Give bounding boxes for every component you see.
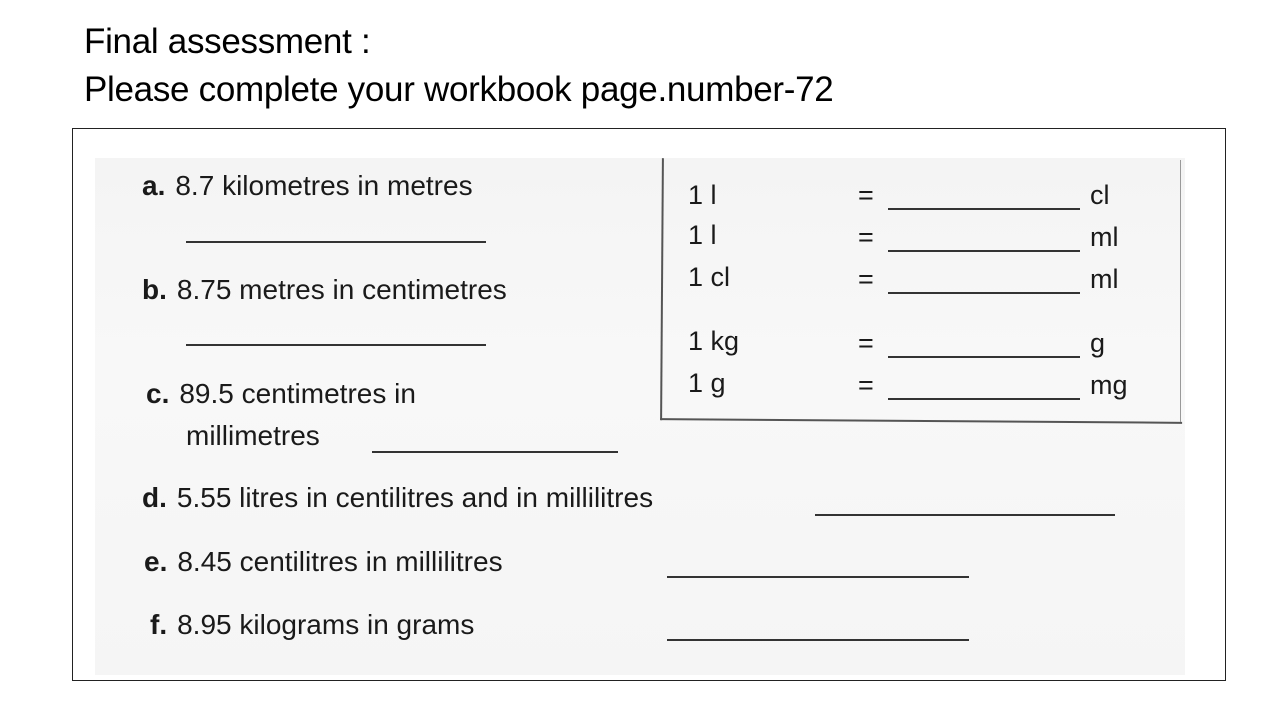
conversion-answer-line[interactable]	[888, 208, 1080, 210]
question-a	[142, 170, 473, 202]
answer-line-a[interactable]	[186, 241, 486, 243]
question-letter: a.	[142, 170, 166, 201]
answer-line-e[interactable]	[667, 576, 969, 578]
question-c	[146, 378, 416, 410]
question-e	[144, 546, 503, 578]
conversion-from: 1 kg	[688, 326, 740, 356]
conversion-answer-line[interactable]	[888, 250, 1080, 252]
answer-line-f[interactable]	[667, 639, 969, 641]
assessment-title: Final assessment :	[84, 22, 371, 61]
conversion-unit: ml	[1090, 222, 1119, 252]
equals-sign: =	[858, 328, 874, 358]
question-d	[142, 482, 653, 514]
question-letter: e.	[144, 546, 168, 577]
equals-sign: =	[858, 370, 874, 400]
conversion-from: 1 l	[688, 220, 717, 250]
equals-sign: =	[858, 264, 874, 294]
conversion-unit: cl	[1090, 180, 1110, 210]
question-b	[142, 274, 507, 306]
question-text: 5.55 litres in centilitres and in millilitres	[176, 482, 654, 513]
conversion-from: 1 l	[688, 180, 717, 210]
question-c-continued: millimetres	[186, 420, 320, 451]
assessment-instruction: Please complete your workbook page.number-72	[84, 70, 834, 109]
question-text: 8.45 centilitres in millilitres	[177, 546, 503, 577]
conversion-unit: ml	[1090, 264, 1119, 294]
answer-line-d[interactable]	[815, 514, 1115, 516]
question-letter: d.	[142, 482, 167, 513]
conversion-answer-line[interactable]	[888, 356, 1080, 358]
question-f	[150, 609, 474, 641]
conversion-box-edge	[1180, 160, 1181, 422]
answer-line-b[interactable]	[186, 344, 486, 346]
answer-line-c[interactable]	[372, 451, 618, 453]
equals-sign: =	[858, 180, 874, 210]
question-letter: b.	[142, 274, 167, 305]
conversion-from: 1 cl	[688, 262, 731, 292]
conversion-answer-line[interactable]	[888, 398, 1080, 400]
conversion-answer-line[interactable]	[888, 292, 1080, 294]
question-letter: c.	[146, 378, 170, 409]
conversion-from: 1 g	[688, 368, 726, 398]
question-text: 8.7 kilometres in metres	[175, 170, 473, 201]
question-text: 8.75 metres in centimetres	[176, 274, 507, 305]
equals-sign: =	[858, 222, 874, 252]
conversion-unit: g	[1090, 328, 1106, 358]
question-text: 89.5 centimetres in	[179, 378, 416, 409]
question-letter: f.	[150, 609, 168, 640]
conversion-unit: mg	[1090, 370, 1128, 400]
question-text: 8.95 kilograms in grams	[177, 609, 475, 640]
